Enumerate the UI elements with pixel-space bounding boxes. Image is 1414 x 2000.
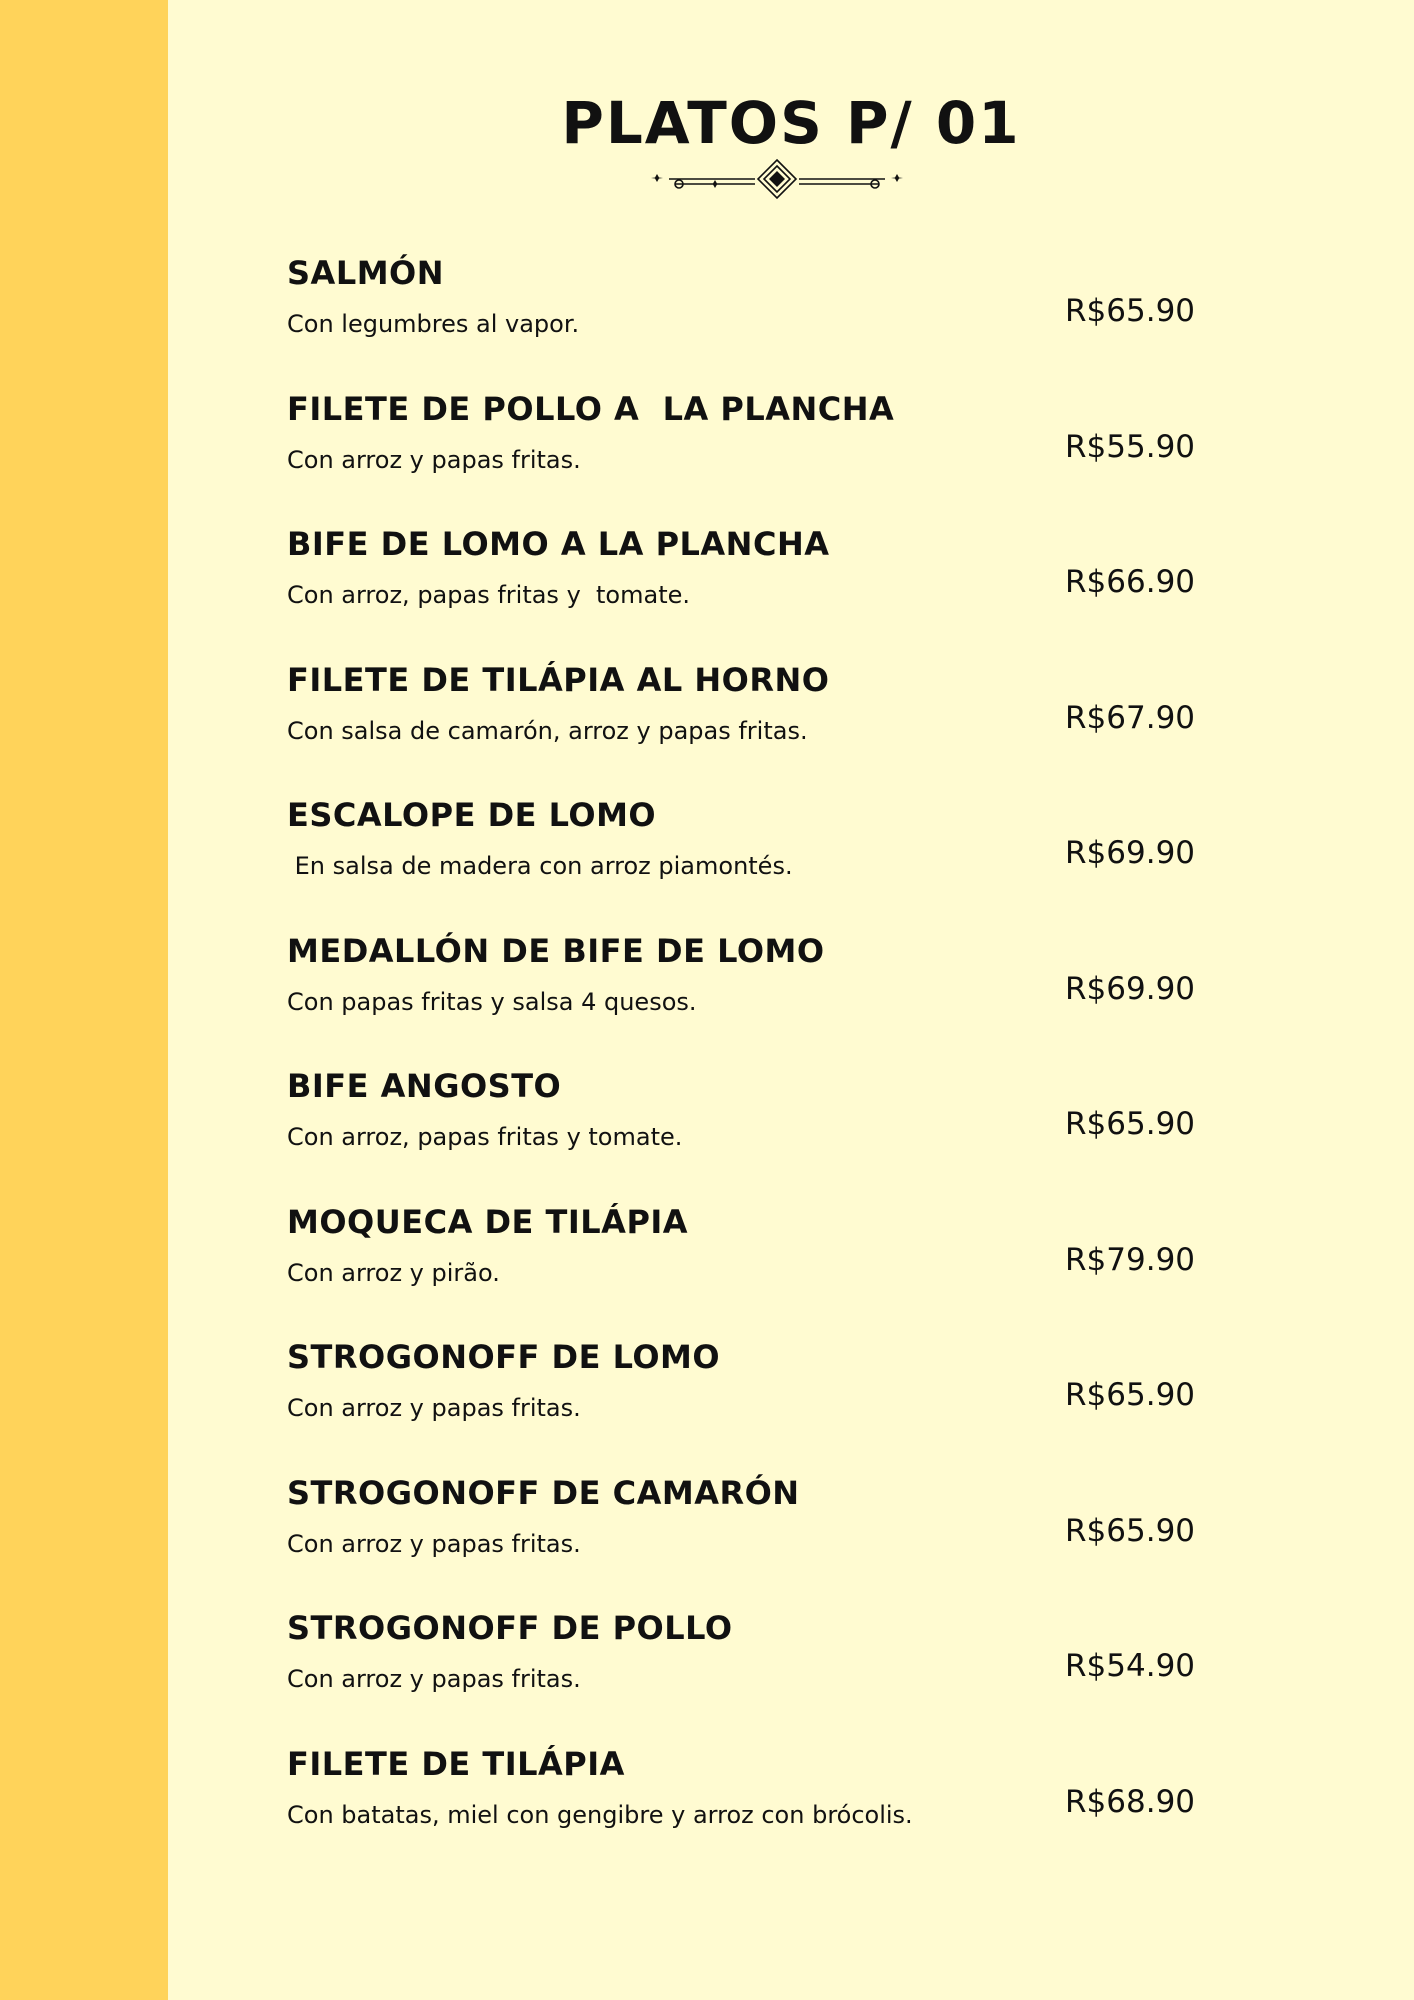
menu-item bbox=[287, 1058, 1287, 1194]
menu-item-price: R$69.90 bbox=[1065, 835, 1196, 871]
menu-item-name: FILETE DE POLLO A LA PLANCHA bbox=[287, 389, 895, 428]
menu-item-name: FILETE DE TILÁPIA bbox=[287, 1744, 625, 1783]
menu-item-description: Con arroz y papas fritas. bbox=[287, 445, 581, 474]
menu-item bbox=[287, 381, 1287, 517]
menu-item-description: En salsa de madera con arroz piamontés. bbox=[287, 852, 793, 880]
menu-item-description: Con arroz y papas fritas. bbox=[287, 1665, 581, 1693]
menu-item-name: BIFE ANGOSTO bbox=[287, 1067, 562, 1105]
menu-item-description: Con arroz y pirão. bbox=[287, 1258, 500, 1287]
menu-item bbox=[287, 652, 1287, 788]
menu-item-price: R$65.90 bbox=[1065, 293, 1196, 329]
menu-item-price: R$55.90 bbox=[1065, 428, 1196, 465]
menu-item-price: R$65.90 bbox=[1065, 1377, 1196, 1413]
menu-item-name: STROGONOFF DE POLLO bbox=[287, 1609, 733, 1647]
menu-item-name: STROGONOFF DE CAMARÓN bbox=[287, 1473, 800, 1512]
menu-item-price: R$65.90 bbox=[1065, 1512, 1196, 1549]
menu-item bbox=[287, 1194, 1287, 1330]
menu-item-name: STROGONOFF DE LOMO bbox=[287, 1338, 721, 1376]
menu-item bbox=[287, 245, 1287, 381]
menu-item-price: R$54.90 bbox=[1065, 1648, 1196, 1684]
menu-item-description: Con legumbres al vapor. bbox=[287, 310, 580, 338]
page-title: PLATOS P/ 01 bbox=[561, 89, 1021, 157]
side-color-bar bbox=[0, 0, 168, 2000]
menu-item-name: SALMÓN bbox=[287, 254, 445, 292]
menu-item-price: R$66.90 bbox=[1065, 564, 1196, 600]
menu-item-price: R$67.90 bbox=[1065, 699, 1196, 736]
menu-item-name: FILETE DE TILÁPIA AL HORNO bbox=[287, 660, 830, 699]
menu-item-name: BIFE DE LOMO A LA PLANCHA bbox=[287, 525, 830, 563]
menu-item-price: R$79.90 bbox=[1065, 1241, 1196, 1278]
menu-item bbox=[287, 1600, 1287, 1736]
menu-list bbox=[287, 245, 1287, 1871]
menu-item bbox=[287, 1465, 1287, 1601]
menu-item bbox=[287, 1329, 1287, 1465]
menu-item-name: MOQUECA DE TILÁPIA bbox=[287, 1202, 689, 1241]
menu-item-description: Con arroz, papas fritas y tomate. bbox=[287, 1123, 683, 1151]
ornament-divider-icon bbox=[647, 156, 907, 202]
menu-item-description: Con arroz y papas fritas. bbox=[287, 1394, 581, 1422]
menu-item-description: Con salsa de camarón, arroz y papas fritas. bbox=[287, 716, 808, 745]
menu-item bbox=[287, 787, 1287, 923]
menu-item-price: R$65.90 bbox=[1065, 1106, 1196, 1142]
menu-item-description: Con papas fritas y salsa 4 quesos. bbox=[287, 987, 697, 1016]
menu-item-price: R$69.90 bbox=[1065, 970, 1196, 1007]
menu-item bbox=[287, 516, 1287, 652]
menu-item-name: MEDALLÓN DE BIFE DE LOMO bbox=[287, 931, 825, 970]
menu-item-description: Con batatas, miel con gengibre y arroz con brócolis. bbox=[287, 1800, 913, 1829]
menu-item bbox=[287, 1736, 1287, 1872]
menu-item-price: R$68.90 bbox=[1065, 1783, 1196, 1820]
menu-item-description: Con arroz y papas fritas. bbox=[287, 1529, 581, 1558]
menu-item-name: ESCALOPE DE LOMO bbox=[287, 796, 657, 834]
menu-item bbox=[287, 923, 1287, 1059]
menu-item-description: Con arroz, papas fritas y tomate. bbox=[287, 581, 691, 609]
